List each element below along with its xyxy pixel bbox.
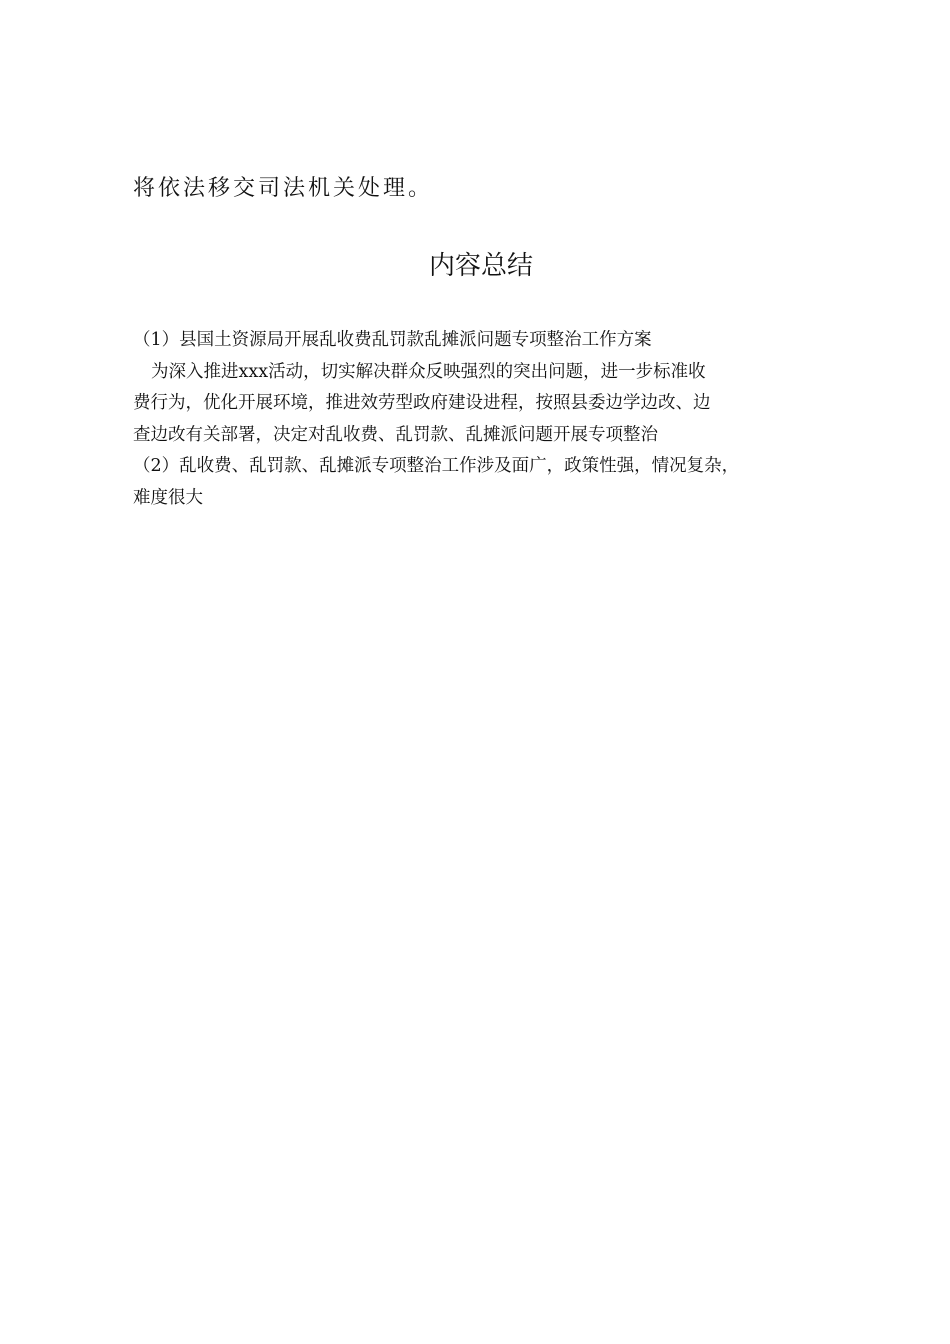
summary-line-5: （2）乱收费、乱罚款、乱摊派专项整治工作涉及面广，政策性强，情况复杂， <box>133 456 740 476</box>
summary-line-1: （1）县国土资源局开展乱收费乱罚款乱摊派问题专项整治工作方案 <box>133 330 652 350</box>
summary-line-4: 查边改有关部署，决定对乱收费、乱罚款、乱摊派问题开展专项整治 <box>133 424 658 445</box>
carry-over-paragraph: 将依法移交司法机关处理。 <box>133 176 434 201</box>
summary-line-3: 费行为，优化开展环境，推进效劳型政府建设进程，按照县委边学边改、边 <box>133 393 711 413</box>
summary-body <box>133 325 843 514</box>
summary-line-6: 难度很大 <box>133 487 203 508</box>
summary-heading: 内容总结 <box>428 251 533 281</box>
summary-line-2: 为深入推进xxx活动，切实解决群众反映强烈的突出问题，进一步标准收 <box>151 361 706 382</box>
